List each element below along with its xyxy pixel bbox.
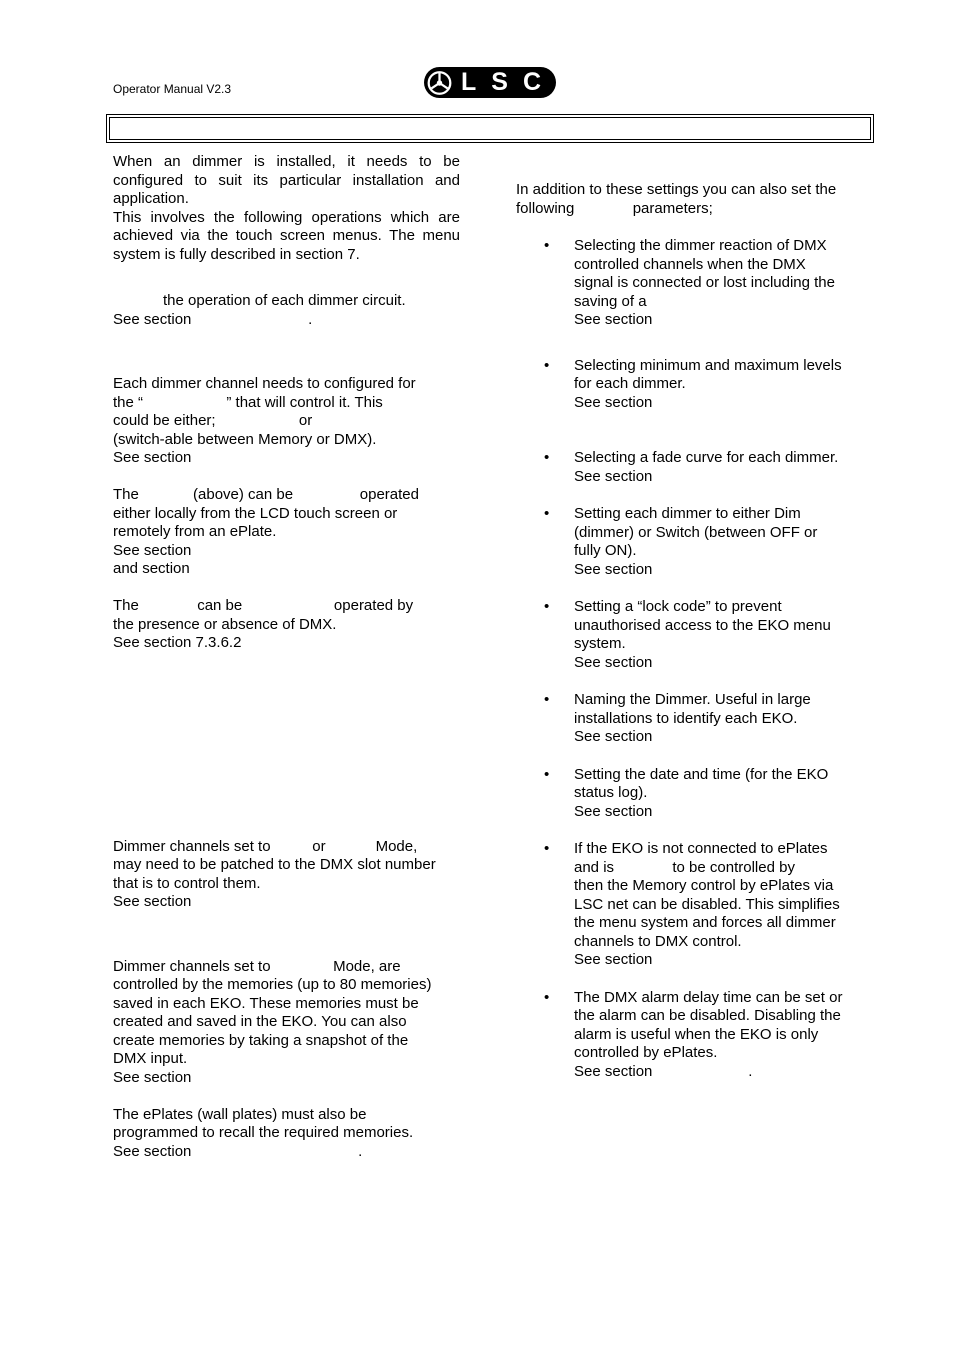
list-item-line: Setting each dimmer to either Dim <box>574 505 801 522</box>
list-item-line: status log). <box>574 784 648 801</box>
eplates-line-2: programmed to recall the required memories. <box>113 1124 414 1141</box>
list-item-line: controlled by ePlates. <box>574 1044 718 1061</box>
list-item-line: system. <box>574 635 626 652</box>
channel-config-line-4: (switch-able between Memory or DMX). <box>113 430 377 448</box>
list-item-line: signal is connected or lost including the <box>574 274 835 291</box>
list-item-line: If the EKO is not connected to ePlates <box>574 840 828 857</box>
list-item-line: the menu system and forces all dimmer <box>574 914 836 931</box>
parameter-list <box>516 237 864 1081</box>
local-remote-see-section-1: See section <box>113 541 192 559</box>
memory-line-5: create memories by taking a snapshot of the <box>113 1031 409 1049</box>
operation-line: the operation of each dimmer circuit. <box>113 292 406 309</box>
memory-line-1: Dimmer channels set to Mode, are <box>113 957 401 975</box>
right-intro-line-2: following parameters; <box>516 199 713 217</box>
list-item-see-section: See section <box>574 951 653 968</box>
list-item-line: LSC net can be disabled. This simplifies <box>574 895 840 913</box>
list-item-see-section: See section <box>574 653 653 671</box>
list-item-see-section: See section <box>574 467 653 485</box>
local-remote-line-2: either locally from the LCD touch screen or <box>113 504 398 522</box>
list-item-line: alarm is useful when the EKO is only <box>574 1025 819 1043</box>
list-item-line: controlled channels when the DMX <box>574 255 806 273</box>
list-item-line: the alarm can be disabled. Disabling the <box>574 1007 841 1024</box>
memory-line-2: controlled by the memories (up to 80 memories) <box>113 976 432 993</box>
local-remote-line-3: remotely from an ePlate. <box>113 523 277 540</box>
list-item-line: channels to DMX control. <box>574 932 742 950</box>
list-item <box>516 989 864 1082</box>
list-item-line: Selecting the dimmer reaction of DMX <box>574 237 827 254</box>
intro-paragraph-1: When an dimmer is installed, it needs to be configured to suit its particular installation and application. <box>113 153 460 207</box>
list-item-see-section: See section <box>574 802 653 820</box>
bullet-icon: • <box>544 765 550 783</box>
list-item <box>516 691 864 747</box>
list-item <box>516 505 864 579</box>
patch-line-3: that is to control them. <box>113 874 261 892</box>
list-item-line: Naming the Dimmer. Useful in large <box>574 691 811 708</box>
list-item <box>516 598 864 672</box>
memory-see-section: See section <box>113 1068 192 1086</box>
dmx-presence-line-2: the presence or absence of DMX. <box>113 615 337 633</box>
list-item <box>516 766 864 822</box>
intro-paragraph-2: This involves the following operations which are achieved via the touch screen menus. The menu system is fully described in section 7. <box>113 208 460 263</box>
list-item-line: unauthorised access to the EKO menu <box>574 616 831 634</box>
right-column <box>516 181 864 1081</box>
manual-version: Operator Manual V2.3 <box>113 82 232 96</box>
lsc-logo <box>424 67 556 98</box>
patch-line-1: Dimmer channels set to or Mode, <box>113 837 418 855</box>
bullet-icon: • <box>544 237 550 254</box>
list-item <box>516 449 864 486</box>
list-item-see-section: See section <box>574 560 653 578</box>
section-title-inner-border <box>109 117 871 140</box>
bullet-icon: • <box>544 505 550 522</box>
bullet-icon: • <box>544 691 550 708</box>
list-item-line: Selecting minimum and maximum levels <box>574 356 842 374</box>
list-item-line: Setting the date and time (for the EKO <box>574 765 829 783</box>
logo-text: LSC <box>461 68 556 96</box>
list-item-line: and is to be controlled by <box>574 858 795 876</box>
dmx-presence-see-section: See section 7.3.6.2 <box>113 634 242 651</box>
channel-config-line-1: Each dimmer channel needs to configured for <box>113 375 416 392</box>
memory-line-3: saved in each EKO. These memories must be <box>113 994 419 1012</box>
list-item <box>516 237 864 330</box>
local-remote-see-section-2: and section <box>113 560 190 577</box>
list-item-see-section: See section . <box>574 1062 753 1080</box>
left-column <box>113 153 460 1161</box>
lsc-logo-icon <box>426 68 453 98</box>
channel-config-see-section: See section <box>113 449 192 466</box>
local-remote-line-1: The (above) can be operated <box>113 486 419 503</box>
eplates-see-section: See section . <box>113 1142 363 1160</box>
list-item-see-section: See section <box>574 393 653 411</box>
eplates-line-1: The ePlates (wall plates) must also be <box>113 1105 367 1123</box>
memory-line-4: created and saved in the EKO. You can also <box>113 1013 407 1030</box>
patch-line-2: may need to be patched to the DMX slot number <box>113 856 436 873</box>
patch-see-section: See section <box>113 893 192 910</box>
bullet-icon: • <box>544 449 550 466</box>
list-item-line: Setting a “lock code” to prevent <box>574 598 782 615</box>
memory-line-6: DMX input. <box>113 1050 188 1067</box>
channel-config-line-2: the “ ” that will control it. This <box>113 393 383 411</box>
channel-config-line-3: could be either; or <box>113 412 313 429</box>
list-item-line: then the Memory control by ePlates via <box>574 877 834 894</box>
list-item-see-section: See section <box>574 728 653 745</box>
list-item-see-section: See section <box>574 311 653 328</box>
list-item-line: installations to identify each EKO. <box>574 709 798 727</box>
bullet-icon: • <box>544 598 550 615</box>
list-item-line: Selecting a fade curve for each dimmer. <box>574 449 839 466</box>
section-title-box <box>106 114 874 143</box>
bullet-icon: • <box>544 356 550 374</box>
bullet-icon: • <box>544 988 550 1006</box>
right-intro-line-1: In addition to these settings you can also set the <box>516 181 837 198</box>
dmx-presence-line-1: The can be operated by <box>113 597 414 614</box>
operation-see-section: See section . <box>113 310 313 328</box>
list-item-line: saving of a <box>574 292 647 310</box>
list-item <box>516 840 864 970</box>
list-item <box>516 357 864 413</box>
bullet-icon: • <box>544 840 550 857</box>
list-item-line: for each dimmer. <box>574 375 686 392</box>
list-item-line: fully ON). <box>574 542 637 559</box>
list-item-line: The DMX alarm delay time can be set or <box>574 988 843 1006</box>
list-item-line: (dimmer) or Switch (between OFF or <box>574 523 818 541</box>
